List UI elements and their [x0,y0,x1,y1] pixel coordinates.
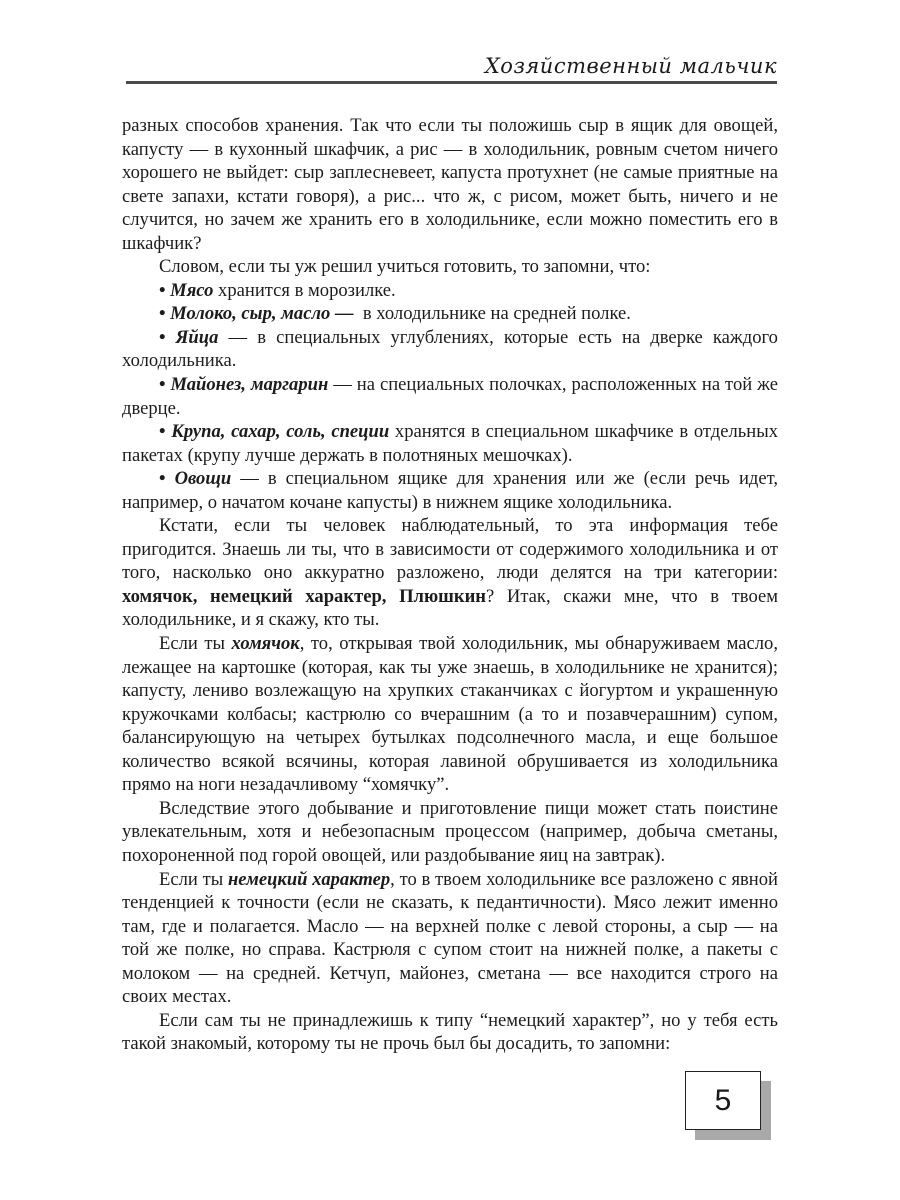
bullet-icon: • [159,303,166,325]
bullet-icon: • [159,421,166,443]
running-head [126,52,777,84]
term-hamster: хомячок [231,633,300,655]
bullet-text: — на специальных полочках, расположенных на той же дверце. [122,374,778,419]
text-run: Если ты [159,868,228,890]
bullet-icon: • [159,279,166,301]
paragraph-german [122,868,778,1009]
paragraph-intro: Словом, если ты уж решил учиться готовить, то запомни, что: [159,256,651,278]
bullet-term: Мясо [170,279,214,301]
text-run: Кстати, если ты человек наблюдательный, то эта информация тебе пригодится. Знаешь ли ты, что в зависимости от содержимого холодильника и от того, насколько оно аккуратно разложено, люди делятся на три категории: [122,515,778,584]
bullet-term: Яйца [175,326,219,348]
bullet-item-meat [122,279,778,303]
paragraph-continuation: разных способов хранения. Так что если ты положишь сыр в ящик для овощей, капусту — в кухонный шкафчик, а рис — в холодильник, ровным счетом ничего хорошего не выйдет: сыр заплесневеет, капуста протухнет (не самые приятные на свете запахи, кстати говоря), а рис... что ж, с рисом, может быть, ничего и не случится, но зачем же хранить его в холодильнике, если можно поместить его в шкафчик? [122,115,778,254]
bullet-item-eggs [122,326,778,373]
paragraph-hamster [122,632,778,797]
paragraph-consequence: Вследствие этого добывание и приготовление пищи может стать поистине увлекательным, хотя и небезопасным процессом (например, добыча сметаны, похороненной под горой овощей, или раздобывание яиц на завтрак). [122,797,778,866]
bullet-item-mayonnaise [122,373,778,420]
text-run: , то, открывая твой холодильник, мы обнаруживаем масло, лежащее на картошке (которая, как ты уже знаешь, в холодильнике не хранится); капусту, лениво возлежащую на хрупких стаканчиках с йогуртом и украшенную кружочками колбасы; кастрюлю со вчерашним (а то и позавчерашним) супом, балансирующую на четырех бутылках подсолнечного масла, и еще большое количество всякой всячины, которая лавиной обрушивается из холодильника прямо на ноги незадачливому “хомячку”. [122,633,778,796]
page-number-box [685,1071,761,1130]
text-run: ? Итак, скажи мне, что в твоем холодильнике, и я скажу, кто ты. [122,585,778,631]
text-run: , то в твоем холодильнике все разложено с явной тенденцией к точности (если не сказать, к педантичности). Мясо лежит именно там, где и полагается. Масло — на верхней полке с левой стороны, а сыр — на той же полке, но справа. Кастрюля с супом стоит на нижней полке, а пакеты с молоком — на средней. Кетчуп, майонез, сметана — все находится строго на своих местах. [122,868,778,1008]
bullet-term: Молоко, сыр, масло — [170,303,354,325]
running-title: Хозяйственный мальчик [484,54,777,78]
bullet-text: хранится в морозилке. [213,279,396,301]
bullet-term: Майонез, маргарин [170,374,329,396]
header-rule [126,81,777,84]
paragraph-closing: Если сам ты не принадлежишь к типу “немецкий характер”, но у тебя есть такой знакомый, которому ты не прочь был бы досадить, то запомни: [122,1009,778,1055]
page-number: 5 [685,1071,761,1130]
paragraph-categories [122,514,778,632]
bullet-item-dairy [122,302,778,326]
bullet-icon: • [159,326,166,348]
bullet-text: в холодильнике на средней полке. [353,303,631,325]
bullet-icon: • [159,374,166,396]
bullet-term: Крупа, сахар, соль, специи [171,421,390,443]
bullet-text: — в специальных углублениях, которые есть на дверке каждого холодильника. [122,326,778,372]
bullet-item-vegetables [122,467,778,514]
body-text [122,114,778,1056]
bullet-item-grains [122,420,778,467]
text-run: Если ты [159,633,232,655]
category-list: хомячок, немецкий характер, Плюшкин [122,585,487,607]
bullet-term: Овощи [174,468,232,490]
bullet-icon: • [159,468,166,490]
bullet-text: — в специальном ящике для хранения или же (если речь идет, например, о начатом кочане капусты) в нижнем ящике холодильника. [122,468,778,513]
bullet-text: хранятся в специальном шкафчике в отдельных пакетах (крупу лучше держать в полотняных мешочках). [122,421,778,466]
term-german: немецкий характер [227,868,391,890]
